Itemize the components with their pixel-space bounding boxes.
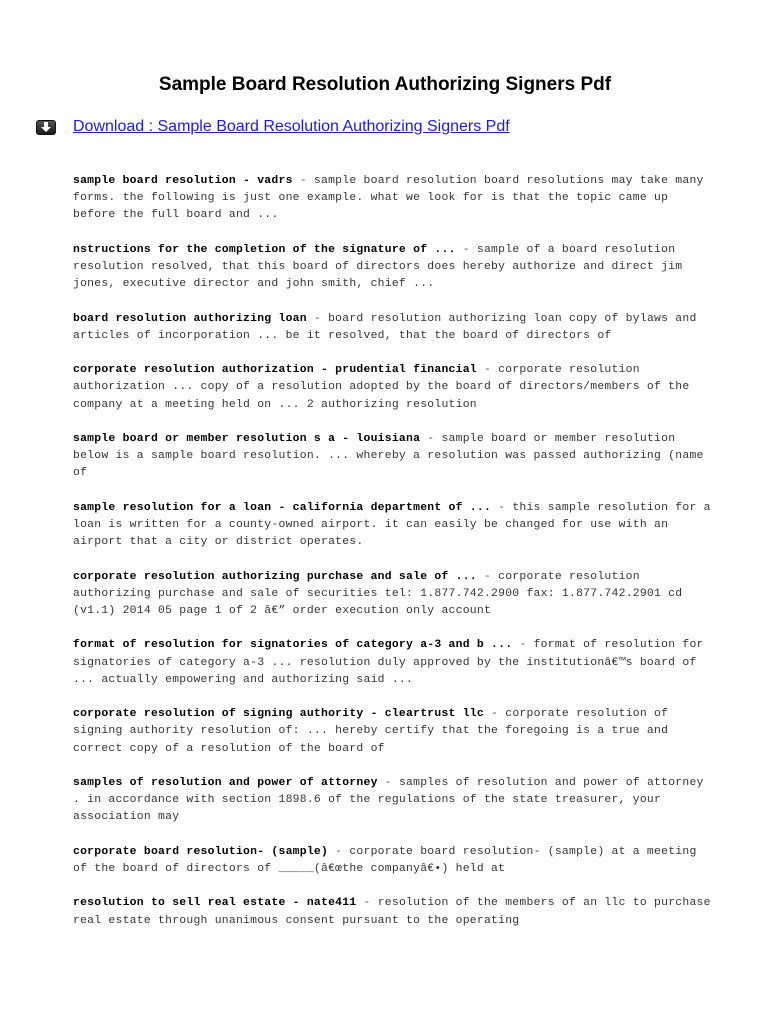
- entry-separator: -: [476, 570, 499, 583]
- list-item: [73, 500, 713, 552]
- list-item: [73, 775, 713, 827]
- download-link[interactable]: Download : Sample Board Resolution Authorizing Signers Pdf: [73, 118, 510, 135]
- entry-heading: corporate resolution authorization - prudential financial: [73, 364, 477, 377]
- list-item: [73, 844, 713, 878]
- entry-heading: sample resolution for a loan - california department of ...: [73, 501, 492, 514]
- entry-heading: resolution to sell real estate - nate411: [73, 897, 357, 910]
- list-item: [73, 173, 713, 225]
- entry-heading: format of resolution for signatories of category a-3 and b ...: [73, 639, 513, 652]
- entry-separator: -: [483, 708, 506, 721]
- entry-heading: nstructions for the completion of the signature of ...: [73, 243, 456, 256]
- download-icon[interactable]: [36, 120, 56, 135]
- download-row: [36, 118, 510, 136]
- results-list: [73, 173, 713, 947]
- entry-heading: corporate resolution authorizing purchase and sale of ...: [73, 570, 477, 583]
- entry-snippet: format of resolution for signatories of category a-3 ... resolution duly approved by the institutionâ€™s board of ... actually empowering and authorizing said ...: [73, 639, 704, 686]
- list-item: [73, 311, 713, 345]
- entry-separator: -: [420, 432, 442, 445]
- entry-snippet: board resolution authorizing loan copy of bylaws and articles of incorporation ... be it resolved, that the board of directors of: [73, 312, 697, 342]
- entry-separator: -: [512, 639, 534, 652]
- entry-snippet: resolution of the members of an llc to purchase real estate through unanimous consent pursuant to the operating: [73, 897, 711, 927]
- entry-separator: -: [455, 243, 477, 256]
- list-item: [73, 706, 713, 758]
- entry-separator: -: [328, 845, 350, 858]
- page-title: Sample Board Resolution Authorizing Signers Pdf: [158, 74, 612, 95]
- entry-separator: -: [356, 897, 378, 910]
- list-item: [73, 242, 713, 294]
- entry-separator: -: [476, 364, 499, 377]
- entry-separator: -: [306, 312, 329, 325]
- entry-snippet: sample board resolution board resolutions may take many forms. the following is just one example. what we look for is that the topic came up before the full board and ...: [73, 175, 704, 222]
- entry-heading: sample board or member resolution s a - louisiana: [73, 432, 421, 445]
- entry-separator: -: [377, 776, 399, 789]
- entry-snippet: corporate resolution of signing authority resolution of: ... hereby certify that the foregoing is a true and correct copy of a resolution of the board of: [73, 708, 669, 755]
- entry-snippet: corporate resolution authorization ... copy of a resolution adopted by the board of directors/members of the company at a meeting held on ... 2 authorizing resolution: [73, 364, 690, 411]
- entry-heading: sample board resolution - vadrs: [73, 175, 293, 187]
- list-item: [73, 895, 713, 929]
- entry-heading: corporate board resolution- (sample): [73, 845, 329, 858]
- entry-heading: samples of resolution and power of attorney: [73, 776, 378, 789]
- list-item: [73, 569, 713, 621]
- list-item: [73, 431, 713, 483]
- entry-snippet: corporate board resolution- (sample) at a meeting of the board of directors of _____(â€œthe companyâ€•) held at: [73, 845, 697, 875]
- entry-snippet: this sample resolution for a loan is written for a county-owned airport. it can easily be changed for use with an airport that a city or district operates.: [73, 501, 711, 549]
- entry-snippet: sample board or member resolution below is a sample board resolution. ... whereby a resolution was passed authorizing (name of: [73, 432, 704, 480]
- entry-snippet: samples of resolution and power of attorney . in accordance with section 1898.6 of the regulations of the state treasurer, your association may: [73, 776, 704, 824]
- entry-snippet: corporate resolution authorizing purchase and sale of securities tel: 1.877.742.2900 fax: 1.877.742.2901 cd (v1.1) 2014 05 page 1 of 2 â€” order execution only account: [73, 570, 683, 617]
- list-item: [73, 362, 713, 414]
- entry-heading: board resolution authorizing loan: [73, 312, 307, 325]
- entry-snippet: sample of a board resolution resolution resolved, that this board of directors does hereby authorize and direct jim jones, executive director and john smith, chief ...: [73, 243, 683, 291]
- entry-heading: corporate resolution of signing authority - cleartrust llc: [73, 708, 484, 721]
- list-item: [73, 637, 713, 689]
- entry-separator: -: [292, 175, 314, 187]
- entry-separator: -: [491, 501, 513, 514]
